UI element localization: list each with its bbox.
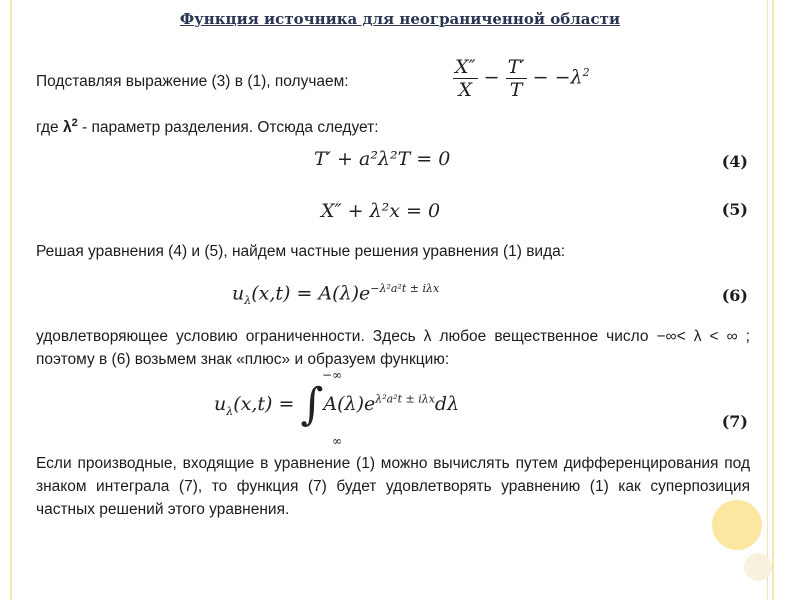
fraction-t: $\frac{T'}{T}$	[507, 56, 525, 101]
paragraph-solutions: Решая уравнения (4) и (5), найдем частные решения уравнения (1) вида:	[36, 243, 566, 260]
paragraph-boundedness: удовлетворяющее условию ограниченности. Здесь λ любое вещественное число −∞< λ < ∞ ; поэтому в (6) возьмем знак «плюс» и образуем функцию:	[36, 328, 750, 368]
equation-5-number: (5)	[721, 200, 748, 219]
decorative-circle-large	[712, 500, 762, 550]
slide-frame-left	[10, 0, 12, 600]
equation-6: $u_\lambda(x,t) = A(\lambda)e^{-\lambda^2a^2t \pm i\lambda x}$	[232, 282, 440, 308]
integral-lower-limit: ∞	[332, 434, 342, 448]
slide-frame-right-inner	[767, 0, 768, 600]
equation-7: $u_\lambda(x,t) = \int A(\lambda)e^{\lambda^2a^2t \pm i\lambda x}d\lambda$	[214, 379, 460, 430]
slide-frame-right	[772, 0, 774, 600]
equation-4-number: (4)	[721, 152, 748, 171]
paragraph-superposition: Если производные, входящие в уравнение (1) можно вычислять путем дифференцирования под знаком интеграла (7), то функция (7) будет удовлетворять уравнению (1) как суперпозиция частных решений этого уравнения.	[36, 455, 750, 518]
integral-sign: ∫	[300, 379, 324, 430]
equation-4: T′ + a²λ²T = 0	[314, 148, 451, 170]
paragraph-substitution: Подставляя выражение (3) в (1), получаем:	[36, 73, 349, 90]
fraction-x: $\frac{X''}{X}$	[455, 56, 476, 101]
integral-upper-limit: −∞	[322, 368, 343, 382]
equation-6-number: (6)	[721, 286, 748, 305]
equation-separation: $\frac{X''}{X}$ − $\frac{T'}{T}$ − $-\lambda^2$	[455, 56, 590, 101]
equation-7-number: (7)	[721, 412, 748, 431]
paragraph-parameter: где $\lambda^2$ - параметр разделения. Отсюда следует:	[36, 117, 379, 137]
slide-title: Функция источника для неограниченной области	[179, 10, 621, 28]
equation-5: X″ + λ²x = 0	[321, 200, 441, 222]
decorative-circle-small	[744, 553, 772, 581]
